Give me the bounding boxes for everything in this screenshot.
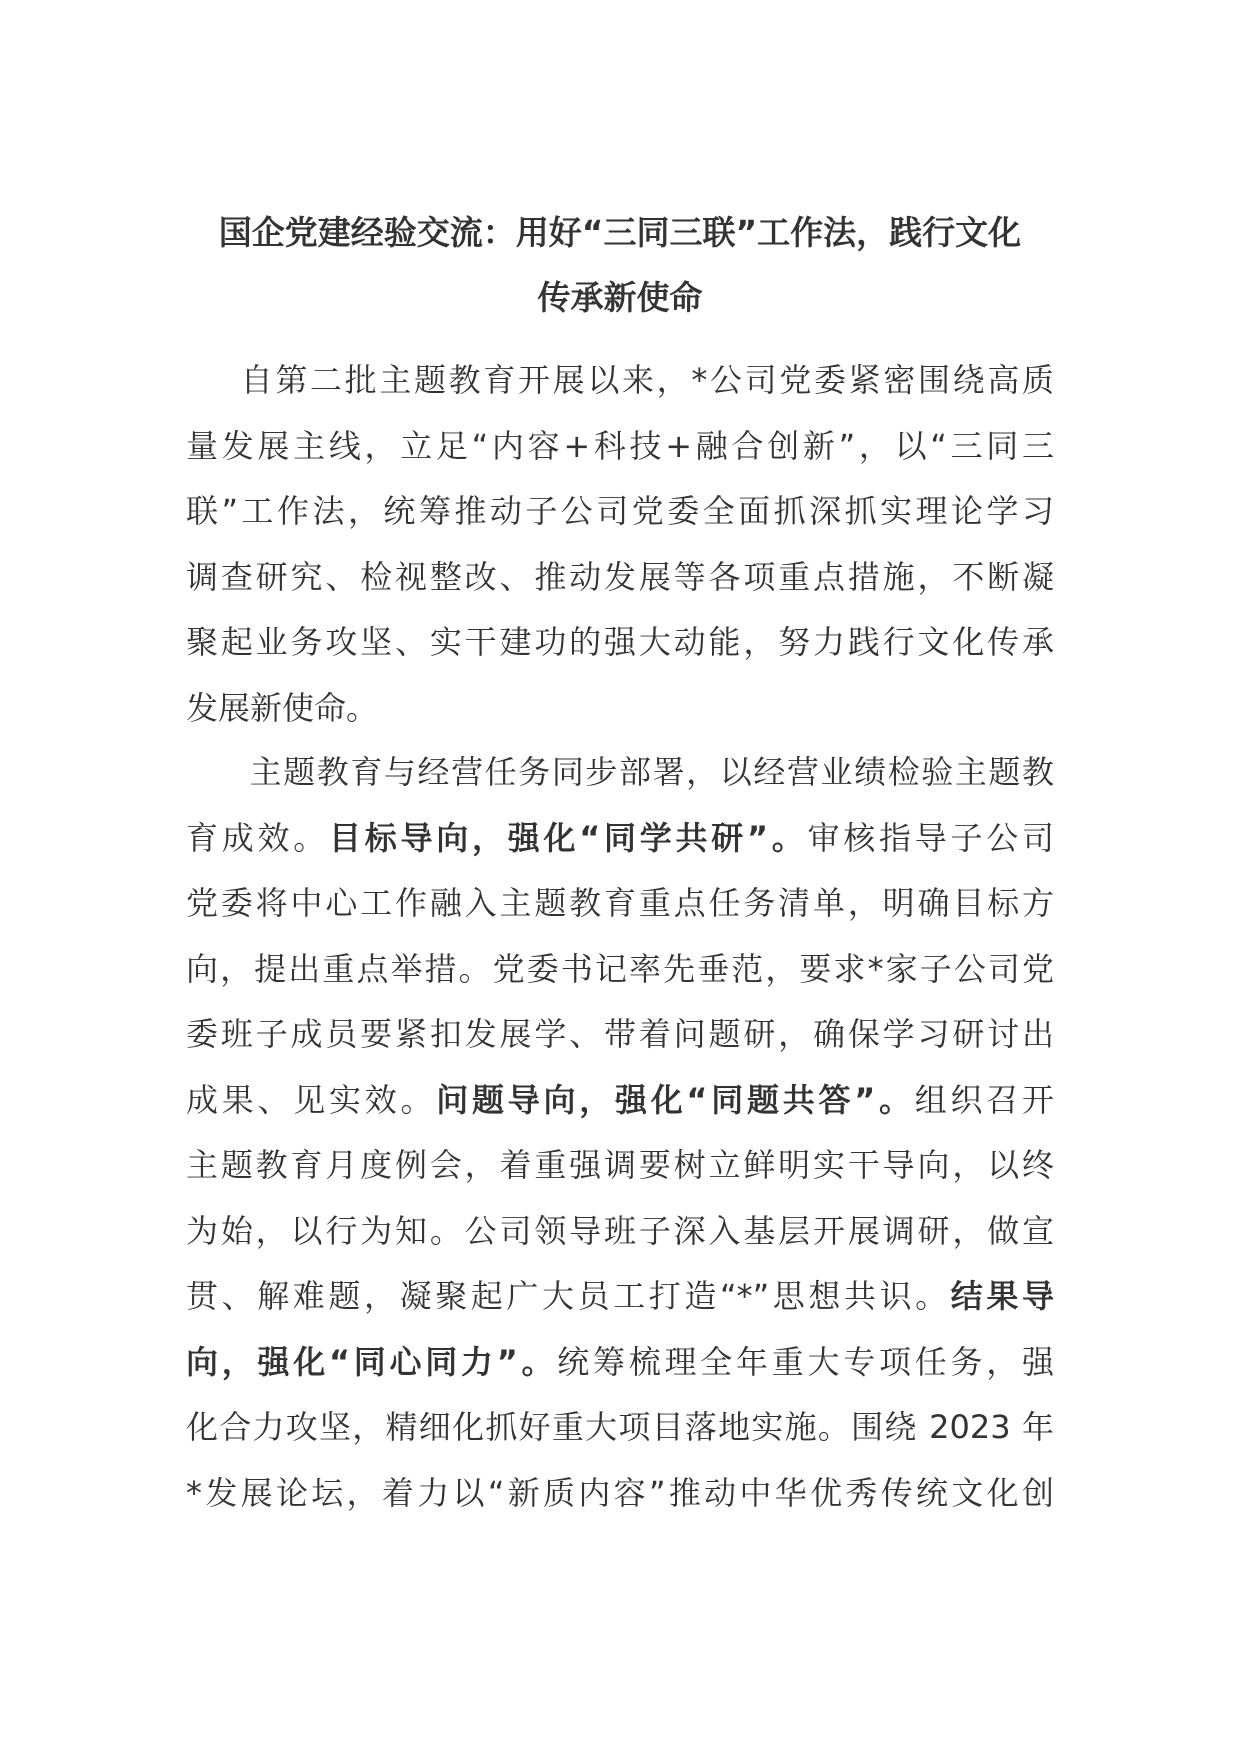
bold-heading-problem: 问题导向，强化“同题共答”。 [436,1080,915,1119]
paragraph-text: 成果、见实效。 [186,1080,437,1119]
paragraph-text: 贯、解难题，凝聚起广大员工打造“*”思想共识。 [186,1277,951,1315]
paragraph-line: 委班子成员要紧扣发展学、带着问题研，确保学习研讨出 [186,1015,1054,1053]
title-line-2: 传承新使命 [537,278,703,317]
paragraph-line: 主题教育月度例会，着重强调要树立鲜明实干导向，以终 [186,1146,1054,1184]
paragraph-text: 组织召开 [914,1080,1054,1119]
paragraph-1 [186,348,1054,741]
paragraph-line: 化合力攻坚，精细化抓好重大项目落地实施。围绕 2023 年 [186,1408,1054,1446]
bold-heading-result-start: 结果导 [950,1277,1054,1315]
bold-heading-result-end: 向，强化“同心同力”。 [186,1342,558,1381]
bold-heading-goal: 目标导向，强化“同学共研”。 [328,818,808,857]
paragraph-line-text: 自第二批主题教育开展以来，*公司党委紧密围绕高质 [238,361,1054,399]
paragraph-line: 量发展主线，立足“内容+科技+融合创新”，以“三同三 [186,426,1054,465]
paragraph-text: 统筹梳理全年重大专项任务，强 [557,1342,1054,1381]
paragraph-line: 党委将中心工作融入主题教育重点任务清单，明确目标方 [186,884,1054,922]
paragraph-2 [186,740,1054,1526]
paragraph-text: 审核指导子公司 [807,818,1054,857]
paragraph-line [186,1264,1054,1330]
paragraph-line-text: 主题教育与经营任务同步部署，以经营业绩检验主题教 [248,753,1054,791]
paragraph-line: 调查研究、检视整改、推动发展等各项重点措施，不断凝 [186,557,1054,596]
paragraph-line [186,740,1054,806]
document-title [186,200,1054,330]
paragraph-line [186,1330,1054,1396]
paragraph-line [186,1068,1054,1134]
paragraph-line: 向，提出重点举措。党委书记率先垂范，要求*家子公司党 [186,949,1054,988]
title-line-1: 国企党建经验交流：用好“三同三联”工作法，践行文化 [218,213,1022,252]
paragraph-line: 聚起业务攻坚、实干建功的强大动能，努力践行文化传承 [186,623,1054,661]
paragraph-line: *发展论坛，着力以“新质内容”推动中华优秀传统文化创 [186,1473,1054,1512]
paragraph-line: 发展新使命。 [186,688,379,727]
paragraph-text: 育成效。 [186,818,329,857]
paragraph-line [186,806,1054,872]
paragraph-line: 联”工作法，统筹推动子公司党委全面抓深抓实理论学习 [186,492,1054,530]
paragraph-line [186,348,1054,414]
paragraph-line: 为始，以行为知。公司领导班子深入基层开展调研，做宣 [186,1211,1054,1250]
